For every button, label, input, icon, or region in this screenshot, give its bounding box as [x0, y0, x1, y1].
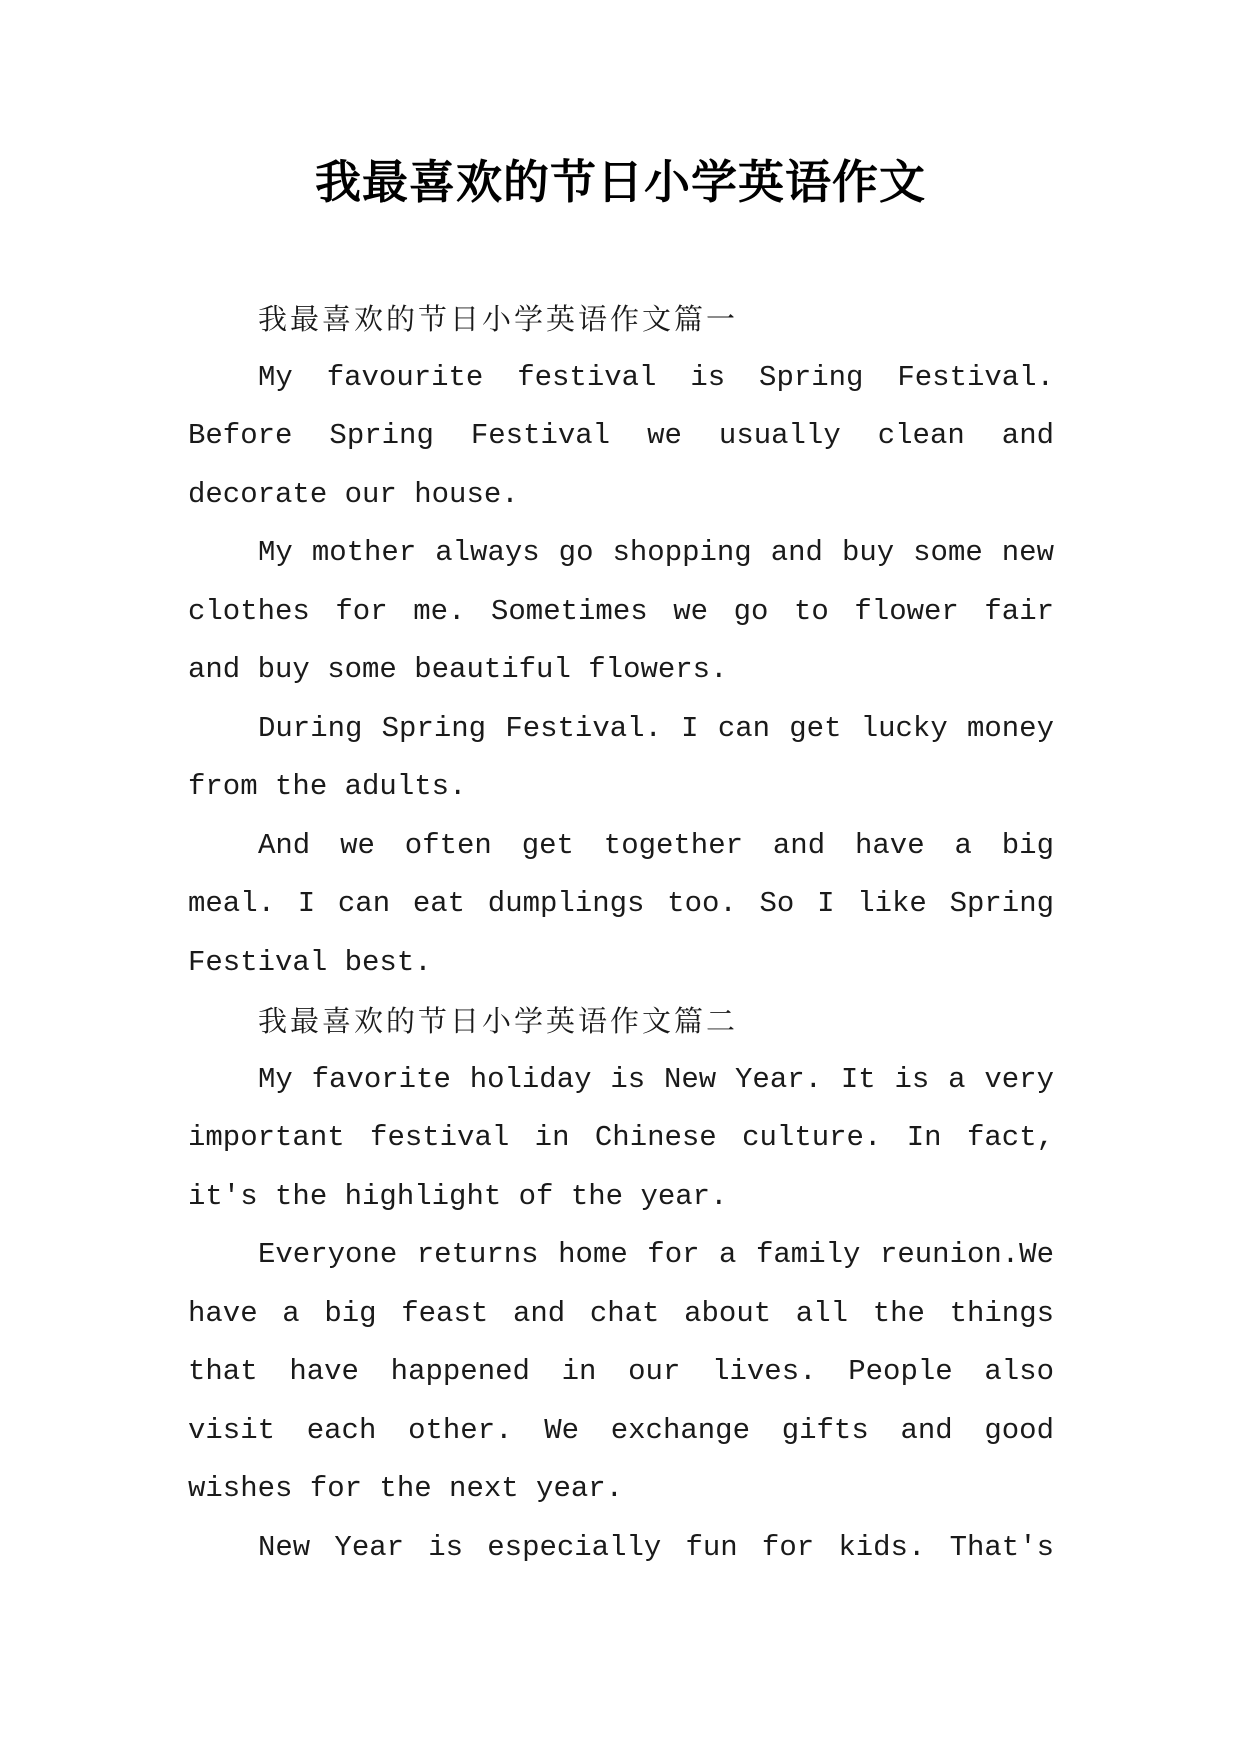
paragraph: And we often get together and have a big meal. I can eat dumplings too. So I like Spring Festival best.: [188, 828, 1054, 979]
document-body: [188, 290, 1054, 1577]
section-heading-1: 我最喜欢的节日小学英语作文篇一: [258, 302, 739, 336]
paragraph: My mother always go shopping and buy some new clothes for me. Sometimes we go to flower fair and buy some beautiful flowers.: [188, 536, 1054, 686]
paragraph: During Spring Festival. I can get lucky money from the adults.: [188, 711, 1054, 803]
document-title: 我最喜欢的节日小学英语作文: [315, 155, 926, 209]
paragraph: Everyone returns home for a family reunion.We have a big feast and chat about all the things that have happened in our lives. People also visit each other. We exchange gifts and good wishes for the next year.: [188, 1238, 1054, 1505]
section-heading-2: 我最喜欢的节日小学英语作文篇二: [258, 1004, 739, 1038]
paragraph: New Year is especially fun for kids. That's: [258, 1530, 1054, 1564]
paragraph: My favourite festival is Spring Festival. Before Spring Festival we usually clean and decorate our house.: [188, 360, 1054, 511]
paragraph: My favorite holiday is New Year. It is a very important festival in Chinese culture. In fact, it's the highlight of the year.: [188, 1062, 1054, 1213]
